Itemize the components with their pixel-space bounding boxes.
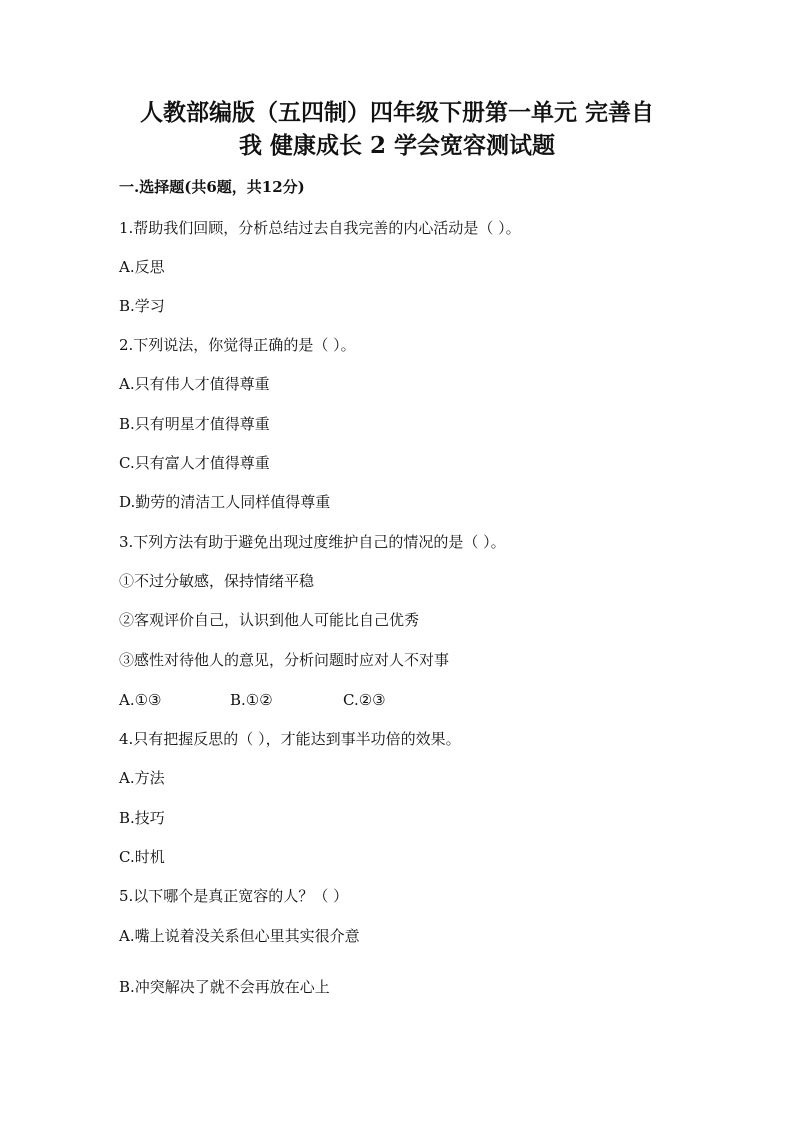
question-4-option-a: A.方法 — [119, 769, 165, 787]
question-2-stem: 2.下列说法，你觉得正确的是（ ）。 — [119, 336, 356, 354]
question-4-option-b: B.技巧 — [119, 809, 165, 827]
question-2-option-a: A.只有伟人才值得尊重 — [119, 375, 270, 393]
question-1-stem: 1.帮助我们回顾，分析总结过去自我完善的内心活动是（ ）。 — [119, 219, 521, 237]
question-3-statement-1: ①不过分敏感，保持情绪平稳 — [119, 572, 315, 590]
page-title-line-2: 我 健康成长 2 学会宽容测试题 — [238, 132, 556, 159]
question-2-option-d: D.勤劳的清洁工人同样值得尊重 — [119, 493, 331, 511]
question-4-stem: 4.只有把握反思的（ ），才能达到事半功倍的效果。 — [119, 730, 461, 748]
question-3-option-a: A.①③ — [119, 691, 162, 709]
question-5-stem: 5.以下哪个是真正宽容的人？（ ） — [119, 887, 349, 905]
question-4-option-c: C.时机 — [119, 848, 165, 866]
question-2-option-c: C.只有富人才值得尊重 — [119, 454, 270, 472]
question-3-stem: 3.下列方法有助于避免出现过度维护自己的情况的是（ ）。 — [119, 533, 506, 551]
question-2-option-b: B.只有明星才值得尊重 — [119, 415, 270, 433]
question-3-option-b: B.①② — [230, 691, 273, 709]
question-5-option-b: B.冲突解决了就不会再放在心上 — [119, 978, 330, 996]
question-3-option-c: C.②③ — [343, 691, 386, 709]
question-1-option-b: B.学习 — [119, 297, 165, 315]
question-3-statement-2: ②客观评价自己，认识到他人可能比自己优秀 — [119, 611, 420, 629]
question-5-option-a: A.嘴上说着没关系但心里其实很介意 — [119, 927, 360, 945]
section-heading: 一.选择题(共6题，共12分) — [119, 178, 305, 196]
question-1-option-a: A.反思 — [119, 258, 165, 276]
page-title-line-1: 人教部编版（五四制）四年级下册第一单元 完善自 — [139, 99, 654, 126]
question-3-statement-3: ③感性对待他人的意见，分析问题时应对人不对事 — [119, 651, 450, 669]
